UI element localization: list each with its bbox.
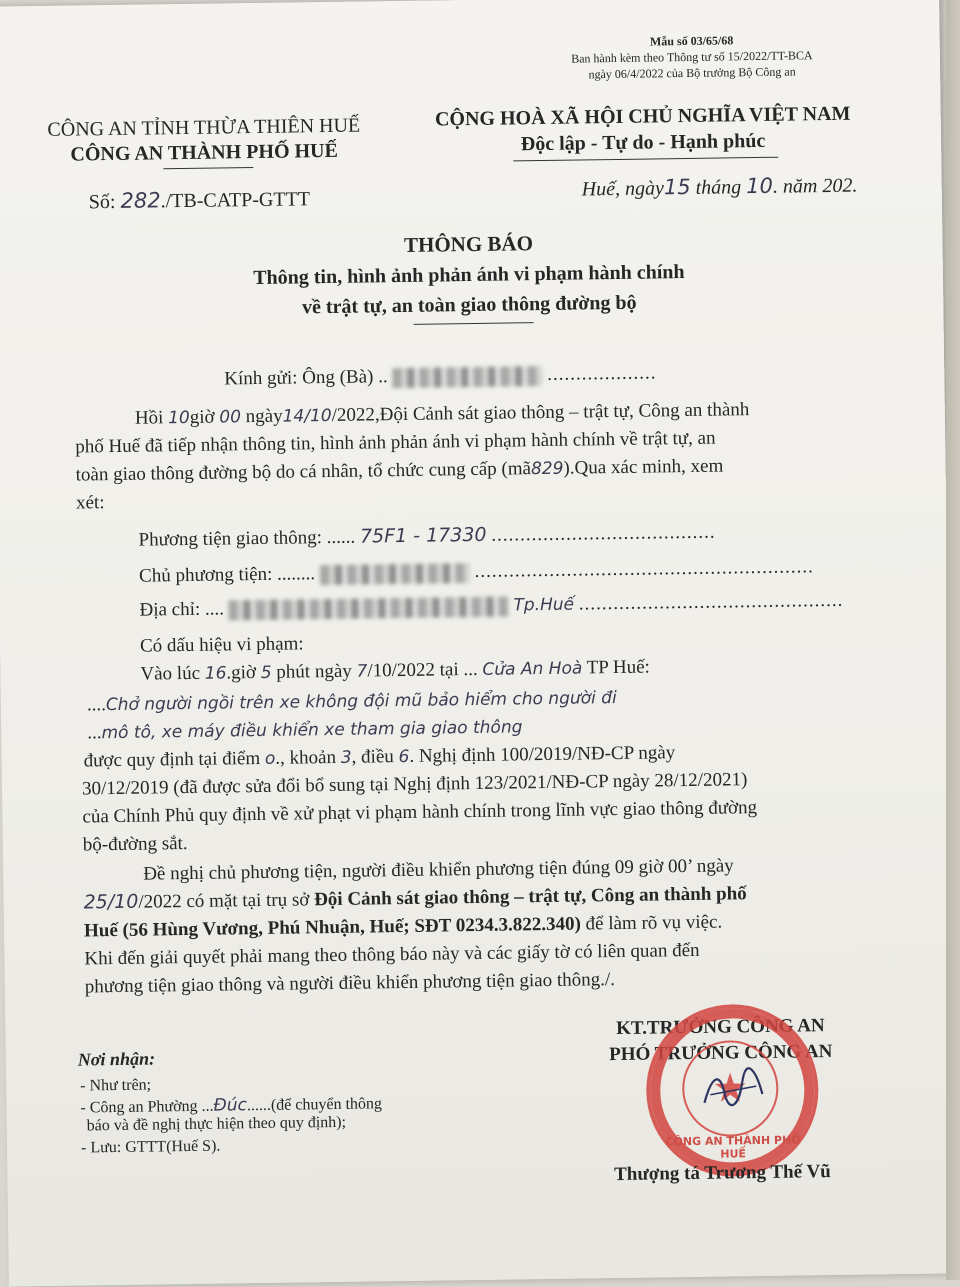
agency-line-2: CÔNG AN THÀNH PHỐ HUẾ [70,139,339,166]
violation-line-6: của Chính Phủ quy định về xử phạt vi phạm hành chính trong lĩnh vực giao thông đường [82,797,758,828]
vehicle-plate: 75F1 - 17330 [359,523,487,548]
issued-line-1: Ban hành kèm theo Thông tư số 15/2022/TT-BCA [571,48,813,66]
document-date: Huế, ngày15 tháng 10. năm 202. [581,173,858,201]
para1-line-1: Hồi 10giờ 00 ngày14/10/2022,Đội Cảnh sát giao thông – trật tự, Công an thành [134,399,750,429]
owner-field: Chủ phương tiện: ........ ........................................................... [138,556,814,587]
para1-line-2: phố Huế đã tiếp nhận thông tin, hình ảnh phản ánh vi phạm hành chính về trật tự, an [75,427,716,458]
recipient-line: Kính gửi: Ông (Bà) .. ................... [224,362,657,390]
form-code: Mẫu số 03/65/68 [649,33,734,49]
request-line-4: Khi đến giải quyết phải mang theo thông báo này và các giấy tờ có liên quan đến [84,939,700,970]
background-edge [946,0,960,1280]
notice-subtitle-1: Thông tin, hình ảnh phản ánh vi phạm hành chính [253,261,685,290]
redacted-address [229,596,509,620]
redacted-owner [320,563,470,585]
notice-title: THÔNG BÁO [403,231,534,257]
signature-title-1: KT.TRƯỞNG CÔNG AN [616,1015,825,1040]
recipients-heading: Nơi nhận: [77,1048,156,1070]
issued-line-2: ngày 06/4/2022 của Bộ trưởng Bộ Công an [588,64,796,82]
signature-title-2: PHÓ TRƯỞNG CÔNG AN [609,1041,833,1066]
recipients-item-2: - Công an Phường ...Đúc......(để chuyển thông [80,1095,383,1117]
recipients-item-1: - Như trên; [80,1076,152,1095]
recipients-item-2-cont: báo và đề nghị thực hiện theo quy định); [86,1113,347,1135]
nation-line-2: Độc lập - Tự do - Hạnh phúc [520,129,766,156]
para1-line-4: xét: [75,492,105,514]
violation-line-2: ....Chở người ngồi trên xe không đội mũ bảo hiểm cho người đi [86,688,617,716]
star-icon: ★ [712,1065,749,1111]
redacted-name [392,366,542,388]
violation-line-4: được quy định tại điểm o., khoản 3, điều 6. Nghị định 100/2019/NĐ-CP ngày [83,742,676,772]
request-line-2: 25/10/2022 có mặt tại trụ sở Đội Cảnh sát giao thông – trật tự, Công an thành phố [83,883,747,914]
seal-text: CÔNG AN THÀNH PHỐ HUẾ [665,1133,801,1161]
vehicle-field: Phương tiện giao thông: ...... 75F1 - 17330 ....................................... [138,521,716,551]
violation-line-3: ...mô tô, xe máy điều khiển xe tham gia giao thông [87,717,523,744]
signer-name: Thượng tá Trương Thế Vũ [613,1161,831,1186]
violation-line-5: 30/12/2019 (đã được sửa đổi bổ sung tại Nghị định 123/2021/NĐ-CP ngày 28/12/2021) [81,769,748,800]
request-line-3: Huế (56 Hùng Vương, Phú Nhuận, Huế; SĐT 0234.3.822.340) để làm rõ vụ việc. [83,911,723,942]
violation-line-7: bộ-đường sắt. [82,833,188,856]
request-line-1: Đề nghị chủ phương tiện, người điều khiển phương tiện đúng 09 giờ 00’ ngày [143,855,734,885]
address-field: Địa chỉ: .... Tp.Huế .............................................. [139,589,844,621]
document-number: Số: 282./TB-CATP-GTTT [88,188,311,214]
violation-label: Có dấu hiệu vi phạm: [139,633,304,657]
notice-subtitle-2: về trật tự, an toàn giao thông đường bộ [301,291,637,319]
handwritten-signature [698,1064,769,1115]
violation-line-1: Vào lúc 16.giờ 5 phút ngày 7/10/2022 tại ... Cửa An Hoà TP Huế: [140,656,651,685]
agency-line-1: CÔNG AN TỈNH THỪA THIÊN HUẾ [47,114,361,141]
nation-line-1: CỘNG HOÀ XÃ HỘI CHỦ NGHĨA VIỆT NAM [434,102,851,131]
recipients-item-3: - Lưu: GTTT(Huế S). [80,1137,221,1157]
request-line-5: phương tiện giao thông và người điều khiển phương tiện giao thông./. [84,969,616,998]
para1-line-3: toàn giao thông đường bộ do cá nhân, tổ chức cung cấp (mã829).Qua xác minh, xem [75,455,724,486]
